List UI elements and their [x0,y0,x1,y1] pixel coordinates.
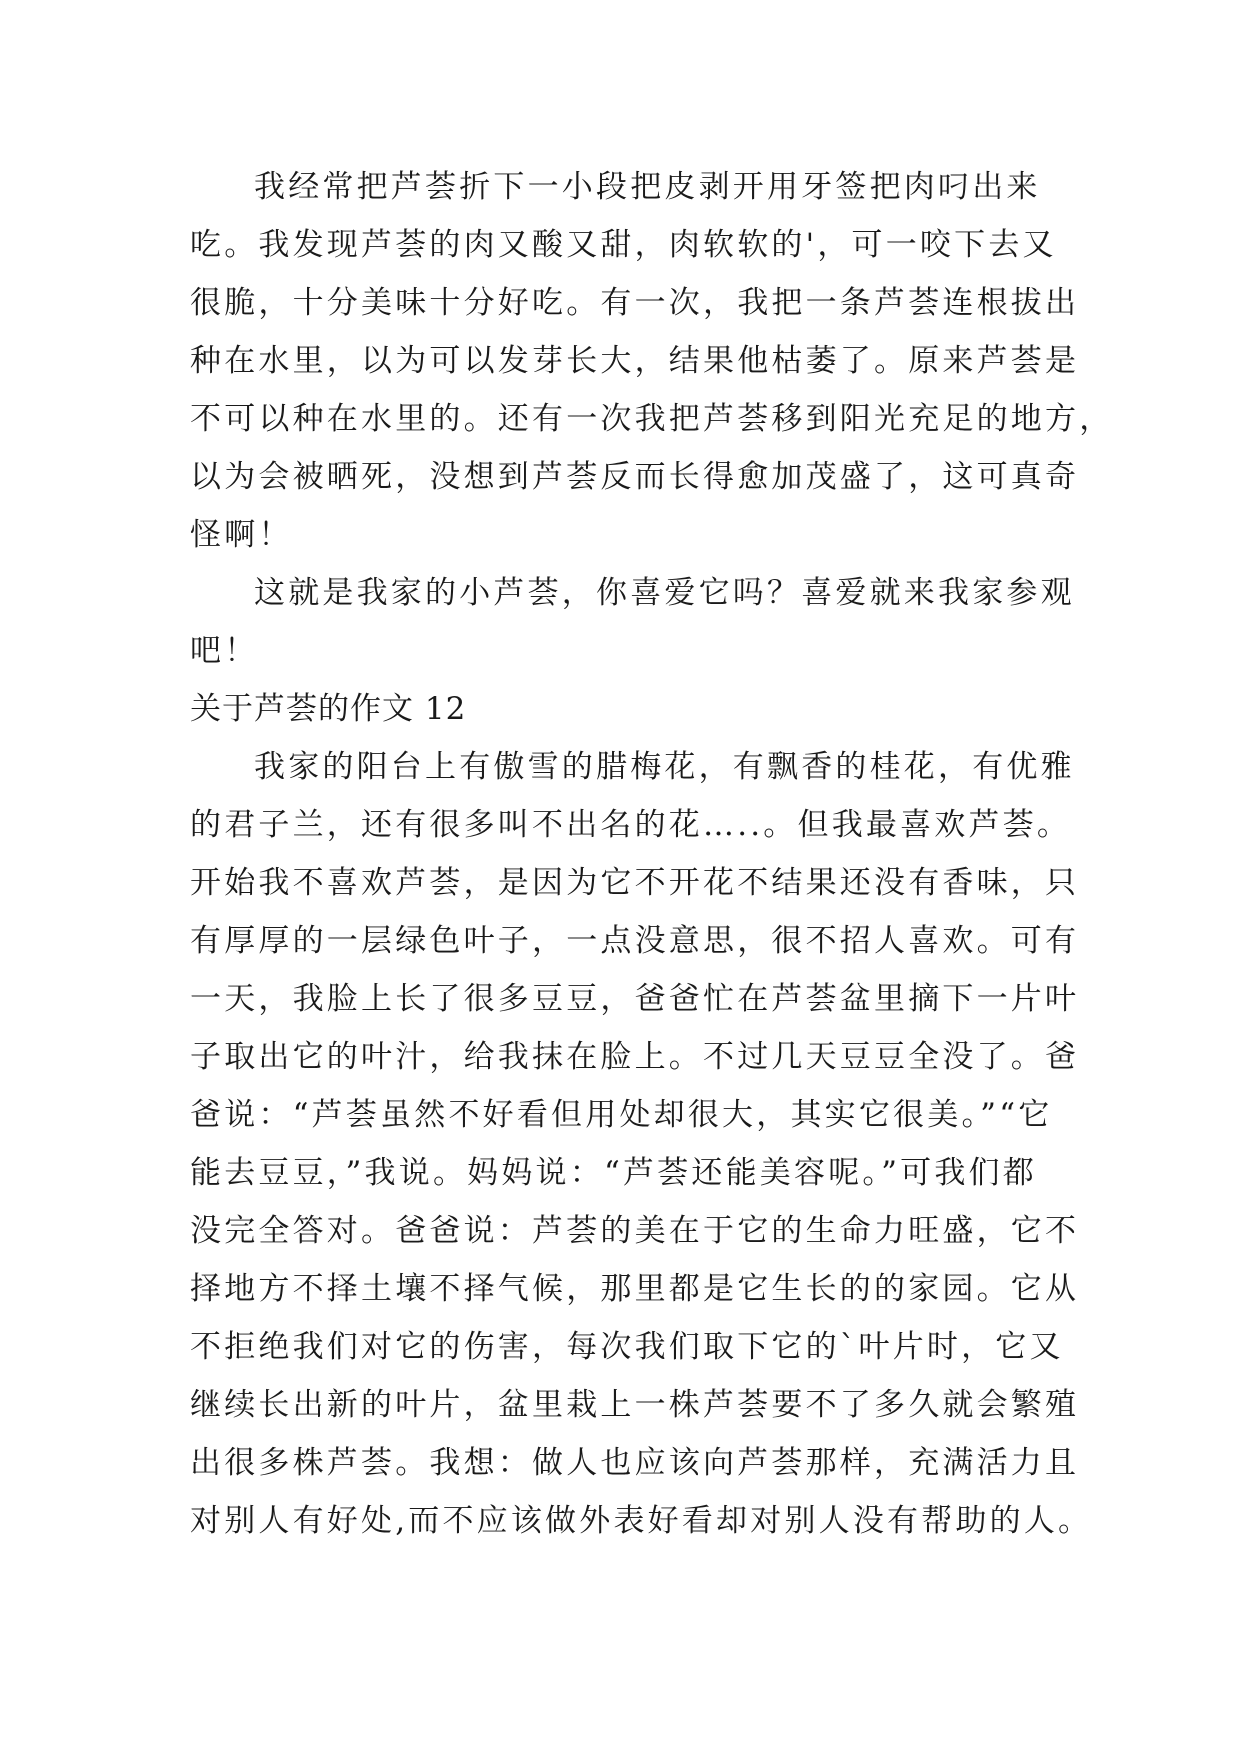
paragraph-line: 有厚厚的一层绿色叶子，一点没意思，很不招人喜欢。可有 [190,923,1080,959]
paragraph-line: 没完全答对。爸爸说：芦荟的美在于它的生命力旺盛，它不 [190,1213,1080,1249]
paragraph-line: 很脆，十分美味十分好吃。有一次，我把一条芦荟连根拔出 [190,285,1080,321]
paragraph-line: 子取出它的叶汁，给我抹在脸上。不过几天豆豆全没了。爸 [190,1039,1080,1075]
paragraph-line: 吧！ [190,633,259,669]
essay-body [190,158,1114,1550]
paragraph-line: 的君子兰，还有很多叫不出名的花…..。但我最喜欢芦荟。 [190,807,1072,843]
paragraph-line: 吃。我发现芦荟的肉又酸又甜，肉软软的'，可一咬下去又 [190,227,1057,263]
paragraph-line: 继续长出新的叶片，盆里栽上一株芦荟要不了多久就会繁殖 [190,1387,1080,1423]
paragraph-line: 能去豆豆，”我说。妈妈说：“芦荟还能美容呢。”可我们都 [190,1155,1037,1191]
paragraph-line: 一天，我脸上长了很多豆豆，爸爸忙在芦荟盆里摘下一片叶 [190,981,1080,1017]
paragraph-line: 不可以种在水里的。还有一次我把芦荟移到阳光充足的地方， [190,401,1114,437]
paragraph-line: 开始我不喜欢芦荟，是因为它不开花不结果还没有香味，只 [190,865,1080,901]
paragraph-line: 我经常把芦荟折下一小段把皮剥开用牙签把肉叼出来 [254,169,1041,205]
paragraph-line: 对别人有好处,而不应该做外表好看却对别人没有帮助的人。 [190,1503,1093,1539]
essay-title: 关于芦荟的作文 12 [190,691,467,727]
paragraph-line: 我家的阳台上有傲雪的腊梅花，有飘香的桂花，有优雅 [254,749,1075,785]
paragraph-line: 不拒绝我们对它的伤害，每次我们取下它的`叶片时，它又 [190,1329,1064,1365]
paragraph-line: 怪啊！ [190,517,293,553]
paragraph-line: 择地方不择土壤不择气候，那里都是它生长的的家园。它从 [190,1271,1080,1307]
paragraph-line: 爸说：“芦荟虽然不好看但用处却很大，其实它很美。”“它 [190,1097,1053,1133]
paragraph-line: 这就是我家的小芦荟，你喜爱它吗？喜爱就来我家参观 [254,575,1075,611]
paragraph-line: 种在水里，以为可以发芽长大，结果他枯萎了。原来芦荟是 [190,343,1080,379]
paragraph-line: 出很多株芦荟。我想：做人也应该向芦荟那样，充满活力且 [190,1445,1080,1481]
paragraph-line: 以为会被晒死，没想到芦荟反而长得愈加茂盛了，这可真奇 [190,459,1080,495]
